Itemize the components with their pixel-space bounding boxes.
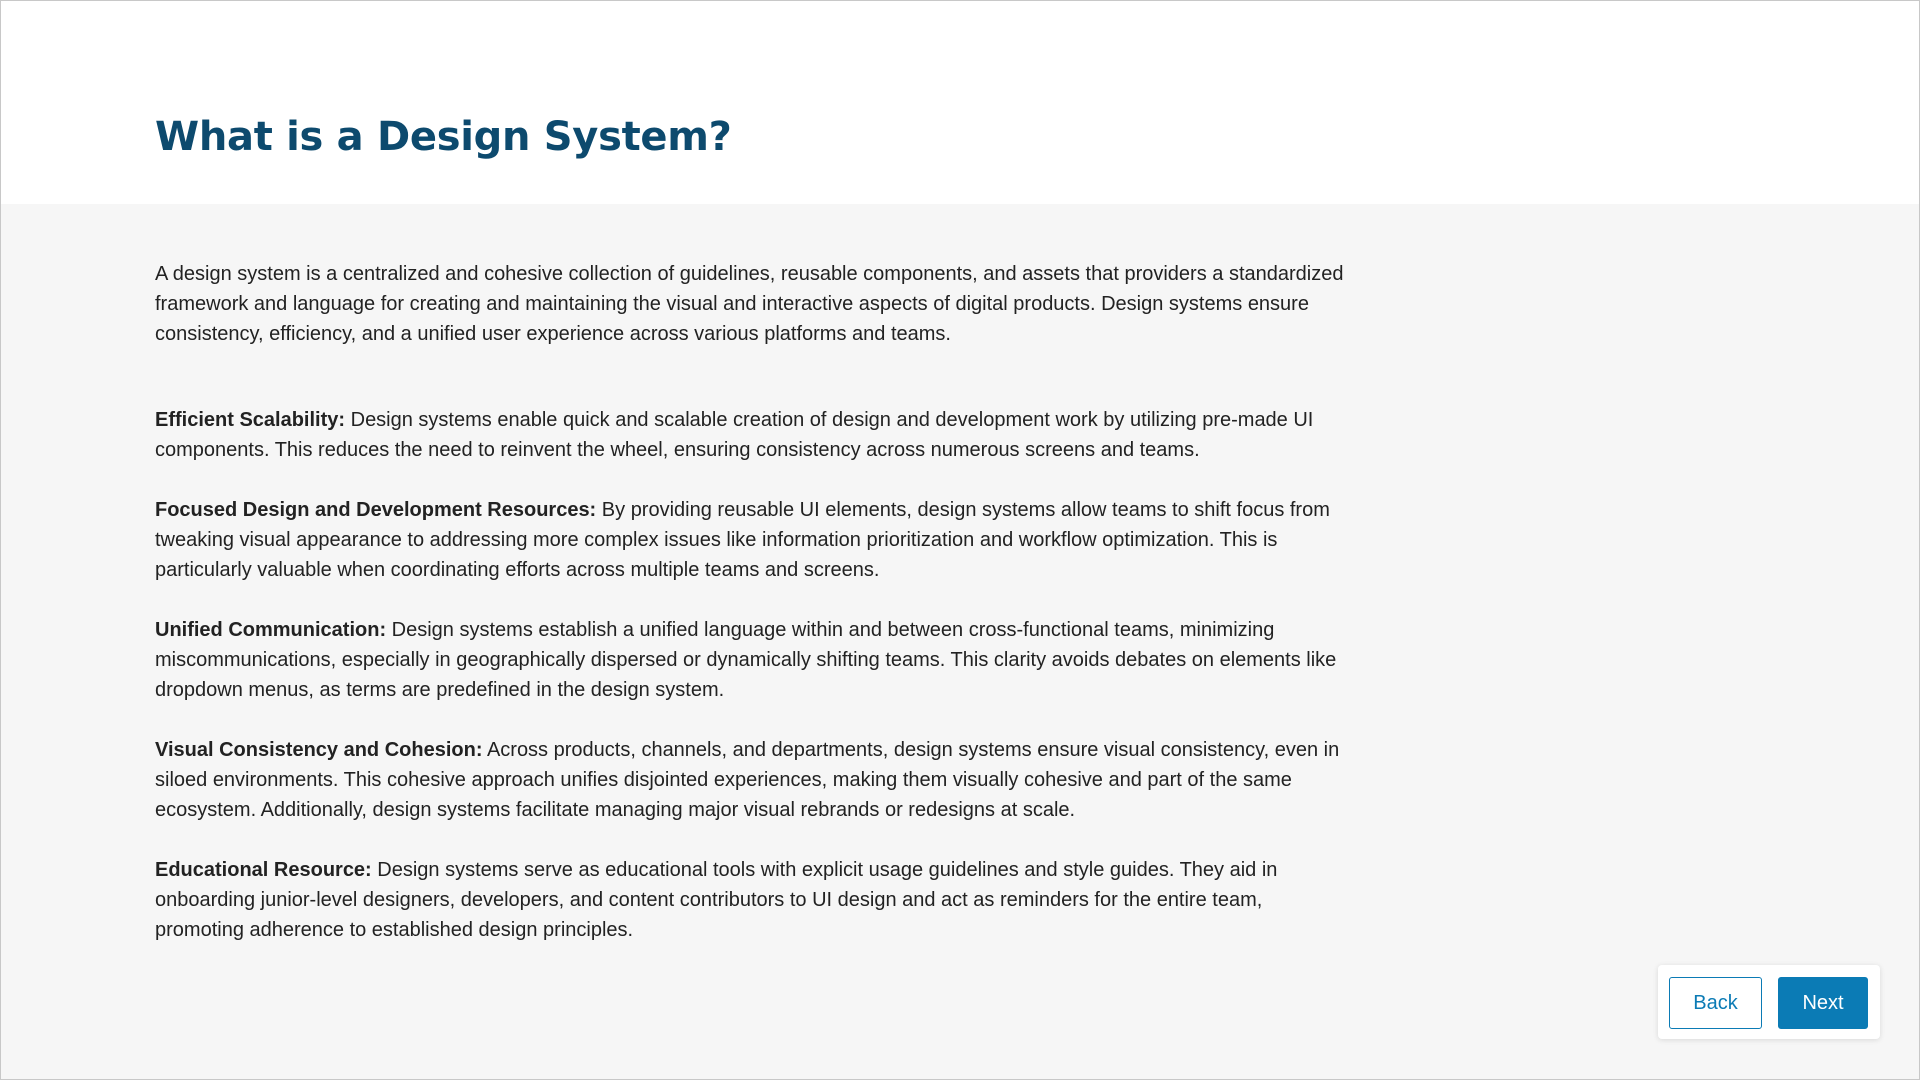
point-efficient-scalability [155, 405, 1355, 465]
point-title: Visual Consistency and Cohesion: [155, 739, 483, 761]
intro-paragraph: A design system is a centralized and cohesive collection of guidelines, reusable components, and assets that providers a standardized framework and language for creating and maintaining the visual and interactive aspects of digital products. Design systems ensure consistency, efficiency, and a unified user experience across various platforms and teams. [155, 263, 1344, 345]
point-educational-resource [155, 855, 1355, 945]
point-unified-communication [155, 615, 1355, 705]
point-text: By providing reusable UI elements, design systems allow teams to shift focus from tweaking visual appearance to addressing more complex issues like information prioritization and workflow optimization. This is particularly valuable when coordinating efforts across multiple teams and screens. [155, 499, 1330, 581]
point-focused-resources [155, 495, 1355, 585]
slide-header [1, 1, 1919, 204]
navigation-bar [1658, 965, 1880, 1039]
point-text: Across products, channels, and departments, design systems ensure visual consistency, even in siloed environments. This cohesive approach unifies disjointed experiences, making them visually cohesive and part of the same ecosystem. Additionally, design systems facilitate managing major visual rebrands or redesigns at scale. [155, 739, 1340, 821]
point-title: Focused Design and Development Resources: [155, 499, 597, 521]
next-button[interactable]: Next [1778, 977, 1868, 1029]
point-text: Design systems enable quick and scalable creation of design and development work by utilizing pre-made UI components. This reduces the need to reinvent the wheel, ensuring consistency across numerous screens and teams. [155, 409, 1314, 461]
page-title: What is a Design System? [155, 114, 732, 160]
point-title: Educational Resource: [155, 859, 372, 881]
point-title: Unified Communication: [155, 619, 387, 641]
point-title: Efficient Scalability: [155, 409, 346, 431]
back-button[interactable]: Back [1669, 977, 1762, 1029]
point-text: Design systems serve as educational tools with explicit usage guidelines and style guides. They aid in onboarding junior-level designers, developers, and content contributors to UI design and act as reminders for the entire team, promoting adherence to established design principles. [155, 859, 1278, 941]
point-text: Design systems establish a unified language within and between cross-functional teams, minimizing miscommunications, especially in geographically dispersed or dynamically shifting teams. This clarity avoids debates on elements like dropdown menus, as terms are predefined in the design system. [155, 619, 1337, 701]
slide-content [155, 259, 1355, 975]
point-visual-consistency [155, 735, 1355, 825]
